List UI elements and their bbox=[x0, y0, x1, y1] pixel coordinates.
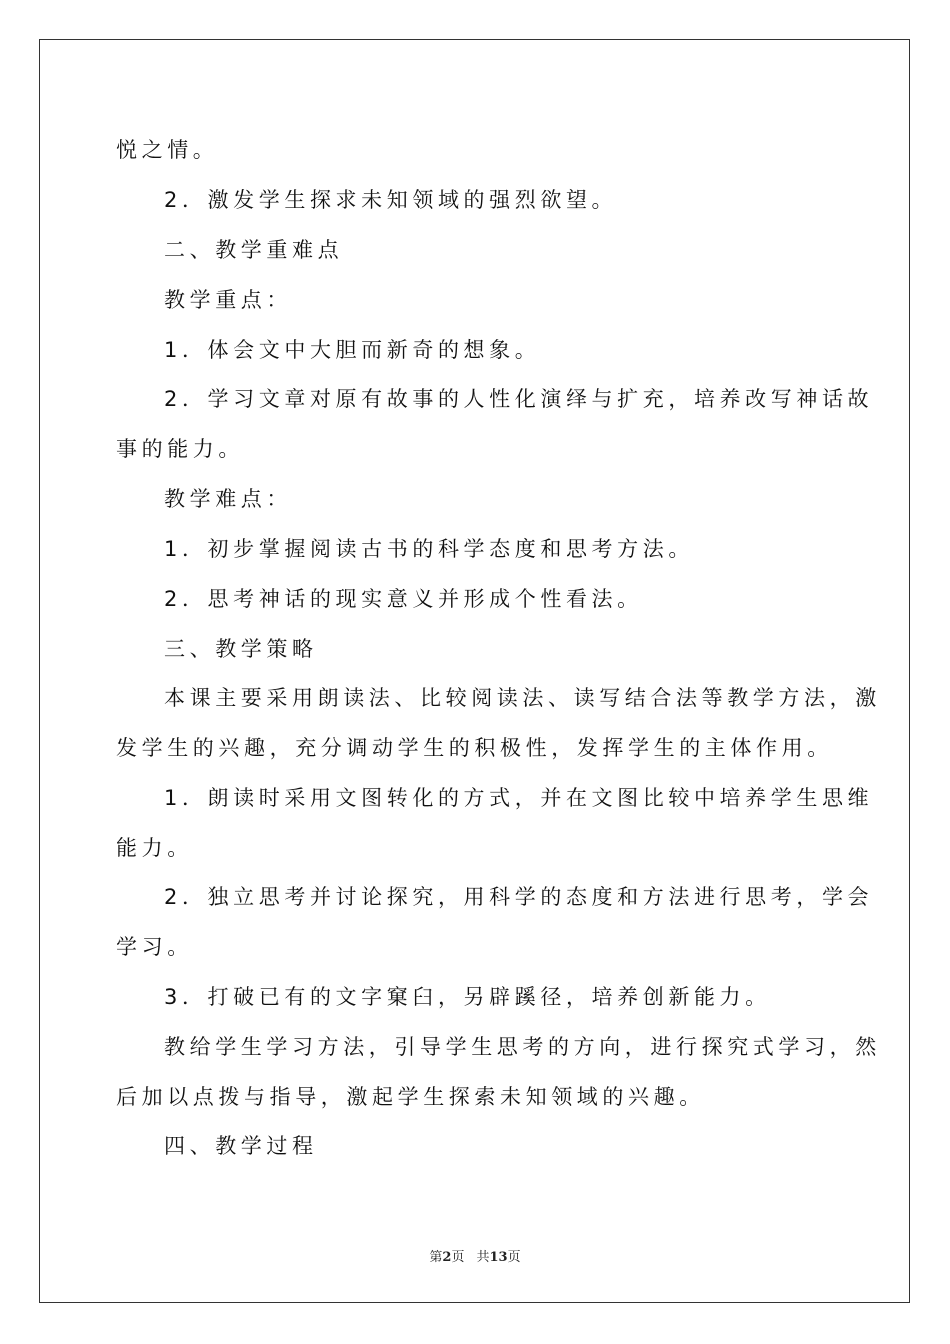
total-pages: 13 bbox=[489, 1250, 508, 1265]
subheading: 教学难点： bbox=[164, 487, 292, 511]
section-heading: 二、教学重难点 bbox=[164, 238, 344, 262]
text-line: 能力。 bbox=[116, 836, 193, 860]
text-line: 学习。 bbox=[116, 935, 193, 959]
list-item: 1．初步掌握阅读古书的科学态度和思考方法。 bbox=[164, 537, 694, 561]
list-item: 1．体会文中大胆而新奇的想象。 bbox=[164, 338, 541, 362]
list-item: 2．独立思考并讨论探究，用科学的态度和方法进行思考，学会 bbox=[164, 885, 874, 909]
page-prefix: 第 bbox=[429, 1250, 443, 1265]
text-line: 事的能力。 bbox=[116, 437, 244, 461]
subheading: 教学重点： bbox=[164, 288, 292, 312]
page-border bbox=[39, 39, 910, 1303]
list-item: 2．学习文章对原有故事的人性化演绎与扩充，培养改写神话故 bbox=[164, 387, 874, 411]
total-prefix: 共 bbox=[476, 1250, 490, 1265]
page-number: 2 bbox=[442, 1250, 452, 1265]
total-suffix: 页 bbox=[507, 1250, 521, 1265]
text-line: 悦之情。 bbox=[116, 138, 219, 162]
section-heading: 四、教学过程 bbox=[164, 1134, 318, 1158]
paragraph-line: 本课主要采用朗读法、比较阅读法、读写结合法等教学方法，激 bbox=[164, 686, 881, 710]
list-item: 2．激发学生探求未知领域的强烈欲望。 bbox=[164, 188, 618, 212]
paragraph-line: 教给学生学习方法，引导学生思考的方向，进行探究式学习，然 bbox=[164, 1035, 881, 1059]
section-heading: 三、教学策略 bbox=[164, 637, 318, 661]
list-item: 3．打破已有的文字窠臼，另辟蹊径，培养创新能力。 bbox=[164, 985, 771, 1009]
paragraph-line: 发学生的兴趣，充分调动学生的积极性，发挥学生的主体作用。 bbox=[116, 736, 833, 760]
page-footer bbox=[0, 1249, 950, 1267]
paragraph-line: 后加以点拨与指导，激起学生探索未知领域的兴趣。 bbox=[116, 1085, 705, 1109]
list-item: 1．朗读时采用文图转化的方式，并在文图比较中培养学生思维 bbox=[164, 786, 874, 810]
page-suffix: 页 bbox=[451, 1250, 465, 1265]
list-item: 2．思考神话的现实意义并形成个性看法。 bbox=[164, 587, 643, 611]
